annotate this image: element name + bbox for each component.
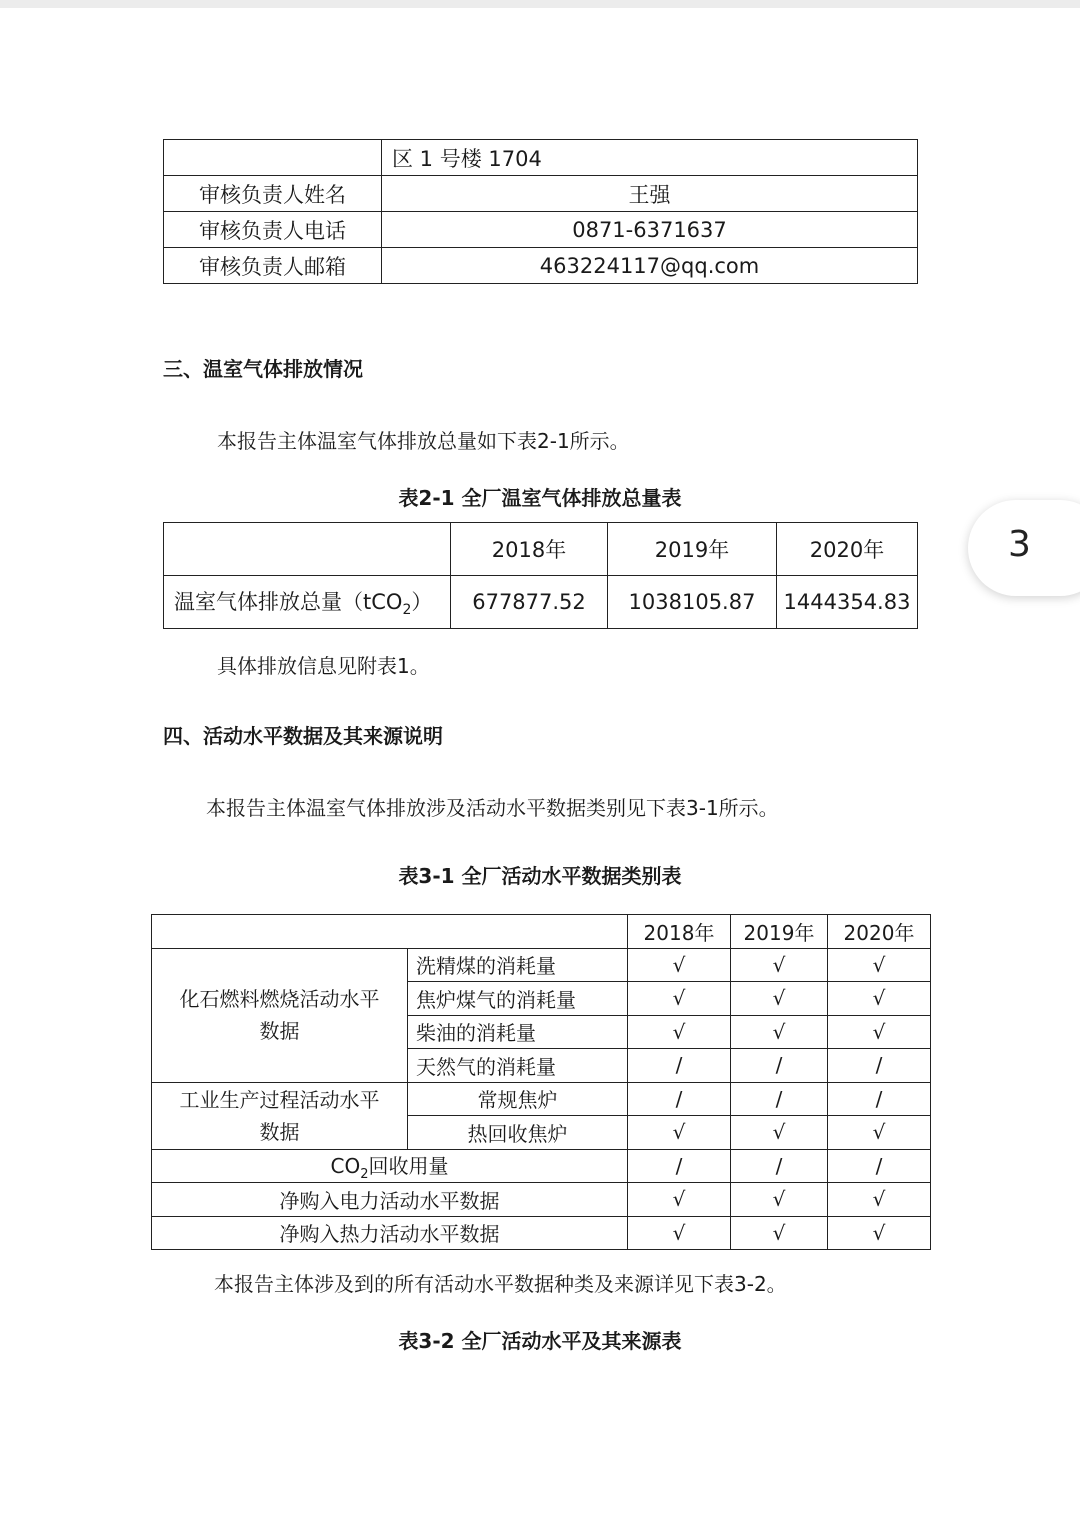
item-label: 常规焦炉 bbox=[408, 1082, 628, 1116]
column-header: 2020年 bbox=[777, 523, 918, 576]
table-cell: √ bbox=[628, 982, 731, 1016]
table-cell: 1038105.87 bbox=[608, 576, 777, 629]
section-heading: 四、活动水平数据及其来源说明 bbox=[163, 724, 443, 748]
table-cell: √ bbox=[628, 1116, 731, 1150]
field-value: 463224117@qq.com bbox=[382, 248, 918, 284]
column-header: 2019年 bbox=[608, 523, 777, 576]
page-number-badge[interactable] bbox=[968, 500, 1080, 596]
row-label: 温室气体排放总量（tCO$_2$） bbox=[164, 576, 451, 629]
table-cell: √ bbox=[628, 1183, 731, 1217]
table-cell: √ bbox=[731, 982, 828, 1016]
empty-cell bbox=[164, 140, 382, 176]
item-label: 焦炉煤气的消耗量 bbox=[408, 982, 628, 1016]
table-cell: √ bbox=[731, 1116, 828, 1150]
table-cell: 1444354.83 bbox=[777, 576, 918, 629]
table-cell: / bbox=[628, 1149, 731, 1183]
table-caption: 表2-1 全厂温室气体排放总量表 bbox=[398, 486, 682, 510]
table-cell: √ bbox=[828, 1116, 931, 1150]
item-label: 净购入电力活动水平数据 bbox=[152, 1183, 628, 1217]
table-cell: √ bbox=[628, 948, 731, 982]
auditor-info-table bbox=[163, 139, 918, 284]
column-header: 2019年 bbox=[731, 915, 828, 949]
empty-cell bbox=[164, 523, 451, 576]
table-cell: √ bbox=[828, 1015, 931, 1049]
paragraph: 本报告主体涉及到的所有活动水平数据种类及来源详见下表3-2。 bbox=[214, 1272, 787, 1296]
table-row bbox=[152, 948, 931, 982]
item-label: 洗精煤的消耗量 bbox=[408, 948, 628, 982]
table-cell: / bbox=[628, 1049, 731, 1083]
item-label: $CO_2$回收用量 bbox=[152, 1149, 628, 1183]
table-cell: / bbox=[731, 1149, 828, 1183]
group-label: 工业生产过程活动水平 数据 bbox=[152, 1082, 408, 1149]
table-cell: √ bbox=[731, 1015, 828, 1049]
table-cell: / bbox=[628, 1082, 731, 1116]
paragraph: 本报告主体温室气体排放涉及活动水平数据类别见下表3-1所示。 bbox=[206, 796, 779, 820]
group-label: 化石燃料燃烧活动水平 数据 bbox=[152, 948, 408, 1082]
table-cell: / bbox=[731, 1082, 828, 1116]
table-row bbox=[152, 1183, 931, 1217]
table-cell: 677877.52 bbox=[451, 576, 608, 629]
table-row bbox=[164, 576, 918, 629]
emissions-total-table bbox=[163, 522, 918, 629]
table-cell: √ bbox=[628, 1015, 731, 1049]
column-header: 2020年 bbox=[828, 915, 931, 949]
table-header-row bbox=[164, 523, 918, 576]
table-cell: √ bbox=[828, 948, 931, 982]
section-heading: 三、温室气体排放情况 bbox=[163, 357, 363, 381]
table-caption: 表3-2 全厂活动水平及其来源表 bbox=[398, 1329, 682, 1353]
address-cell: 区 1 号楼 1704 bbox=[382, 140, 918, 176]
field-value: 王强 bbox=[382, 176, 918, 212]
table-cell: / bbox=[828, 1049, 931, 1083]
paragraph: 本报告主体温室气体排放总量如下表2-1所示。 bbox=[217, 429, 630, 453]
activity-data-table bbox=[151, 914, 931, 1250]
table-row bbox=[152, 1149, 931, 1183]
table-row bbox=[164, 248, 918, 284]
field-label: 审核负责人姓名 bbox=[164, 176, 382, 212]
field-value: 0871-6371637 bbox=[382, 212, 918, 248]
field-label: 审核负责人电话 bbox=[164, 212, 382, 248]
table-cell: √ bbox=[628, 1216, 731, 1250]
table-row bbox=[152, 1216, 931, 1250]
item-label: 天然气的消耗量 bbox=[408, 1049, 628, 1083]
table-cell: √ bbox=[828, 982, 931, 1016]
column-header: 2018年 bbox=[451, 523, 608, 576]
table-header-row bbox=[152, 915, 931, 949]
table-cell: √ bbox=[731, 1183, 828, 1217]
table-cell: / bbox=[828, 1149, 931, 1183]
table-cell: √ bbox=[731, 948, 828, 982]
paragraph: 具体排放信息见附表1。 bbox=[217, 654, 430, 678]
table-cell: / bbox=[731, 1049, 828, 1083]
item-label: 净购入热力活动水平数据 bbox=[152, 1216, 628, 1250]
table-cell: √ bbox=[828, 1183, 931, 1217]
field-label: 审核负责人邮箱 bbox=[164, 248, 382, 284]
table-row bbox=[164, 176, 918, 212]
column-header: 2018年 bbox=[628, 915, 731, 949]
table-caption: 表3-1 全厂活动水平数据类别表 bbox=[398, 864, 682, 888]
table-cell: √ bbox=[828, 1216, 931, 1250]
item-label: 柴油的消耗量 bbox=[408, 1015, 628, 1049]
table-cell: √ bbox=[731, 1216, 828, 1250]
table-row bbox=[164, 212, 918, 248]
table-cell: / bbox=[828, 1082, 931, 1116]
table-row bbox=[164, 140, 918, 176]
empty-cell bbox=[152, 915, 628, 949]
page-number: 3 bbox=[1008, 524, 1031, 565]
table-row bbox=[152, 1082, 931, 1116]
item-label: 热回收焦炉 bbox=[408, 1116, 628, 1150]
viewer-top-bar bbox=[0, 0, 1080, 8]
